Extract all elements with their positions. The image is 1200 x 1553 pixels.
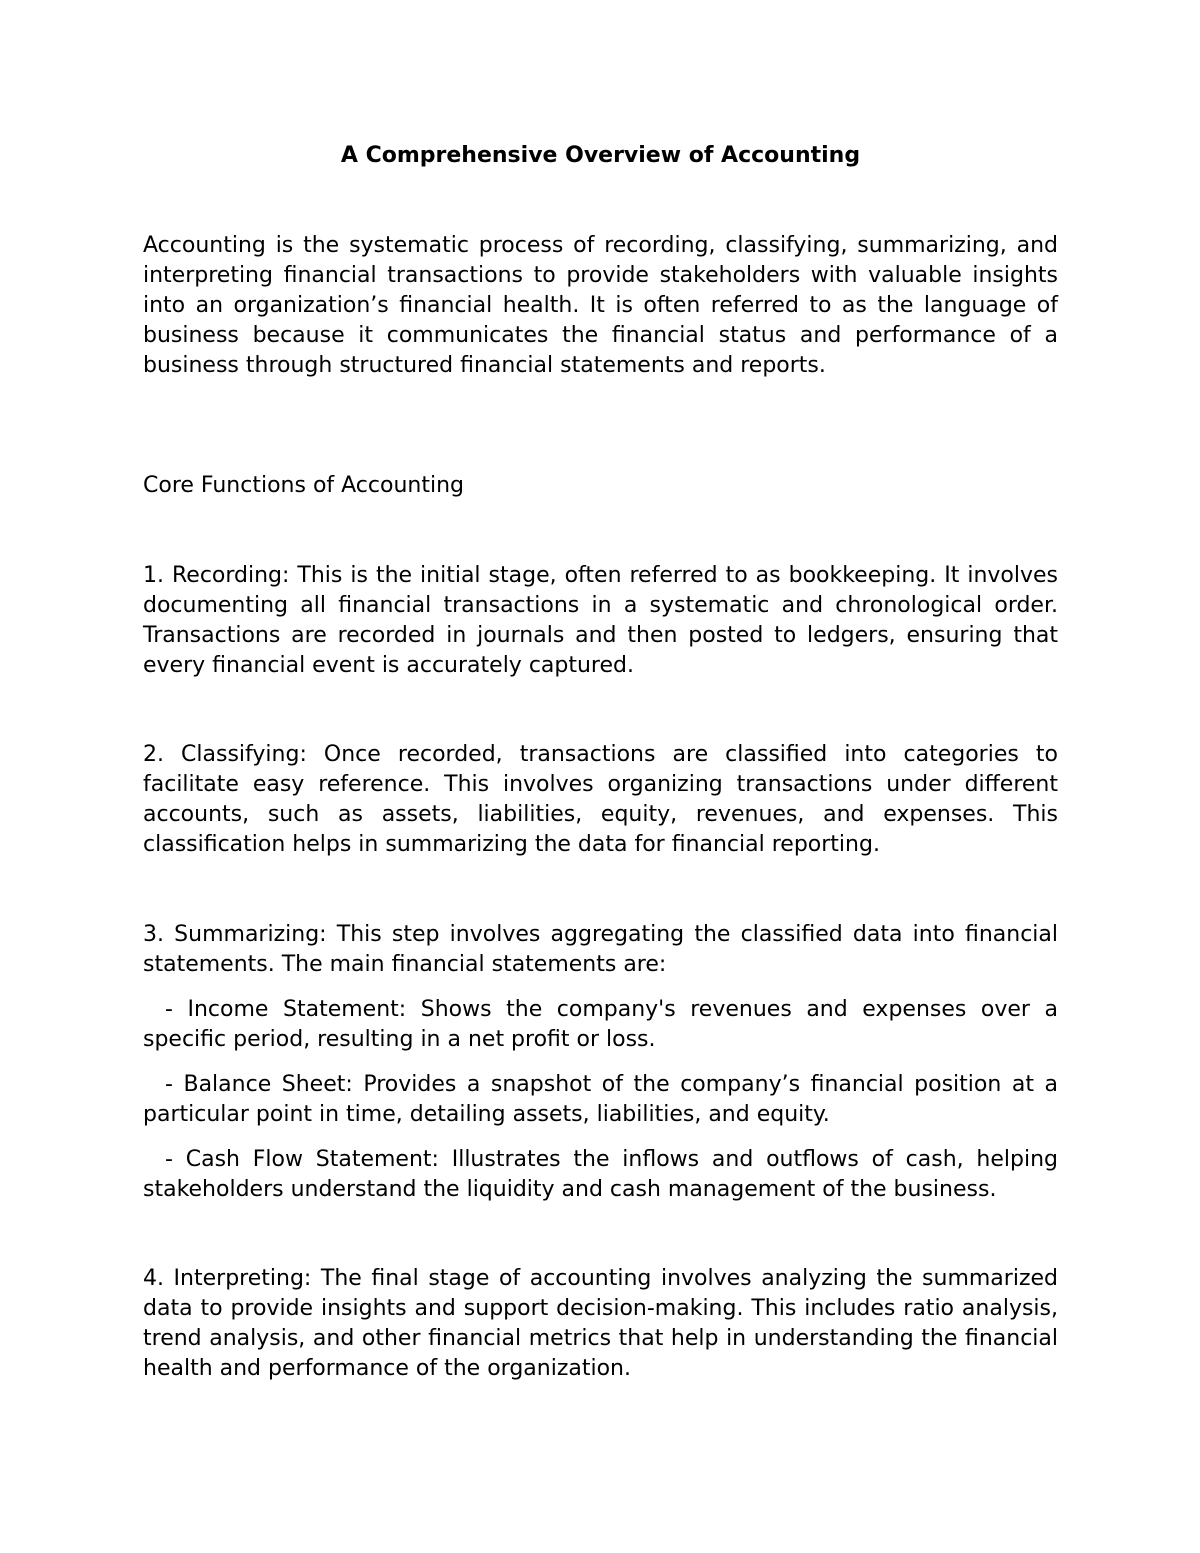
classifying-paragraph: 2. Classifying: Once recorded, transactions are classified into categories to facilitate easy reference. This involves organizing transactions under different accounts, such as assets, liabilities, equity, revenues, and expenses. This classification helps in summarizing the data for financial reporting. bbox=[143, 742, 1058, 857]
section-heading: Core Functions of Accounting bbox=[143, 473, 464, 498]
cash-flow-statement-bullet: - Cash Flow Statement: Illustrates the inflows and outflows of cash, helping stakeholders understand the liquidity and cash management of the business. bbox=[143, 1147, 1058, 1202]
intro-paragraph: Accounting is the systematic process of recording, classifying, summarizing, and interpreting financial transactions to provide stakeholders with valuable insights into an organization’s financial health. It is often referred to as the language of business because it communicates the financial status and performance of a business through structured financial statements and reports. bbox=[143, 233, 1058, 378]
recording-paragraph: 1. Recording: This is the initial stage, often referred to as bookkeeping. It involves documenting all financial transactions in a systematic and chronological order. Transactions are recorded in journals and then posted to ledgers, ensuring that every financial event is accurately captured. bbox=[143, 563, 1058, 678]
summarizing-paragraph: 3. Summarizing: This step involves aggregating the classified data into financial statements. The main financial statements are: bbox=[143, 922, 1058, 977]
document-title: A Comprehensive Overview of Accounting bbox=[340, 143, 861, 168]
income-statement-bullet: - Income Statement: Shows the company's revenues and expenses over a specific period, resulting in a net profit or loss. bbox=[143, 997, 1058, 1052]
balance-sheet-bullet: - Balance Sheet: Provides a snapshot of the company’s financial position at a particular point in time, detailing assets, liabilities, and equity. bbox=[143, 1072, 1058, 1127]
interpreting-paragraph: 4. Interpreting: The final stage of accounting involves analyzing the summarized data to provide insights and support decision-making. This includes ratio analysis, trend analysis, and other financial metrics that help in understanding the financial health and performance of the organization. bbox=[143, 1266, 1058, 1381]
